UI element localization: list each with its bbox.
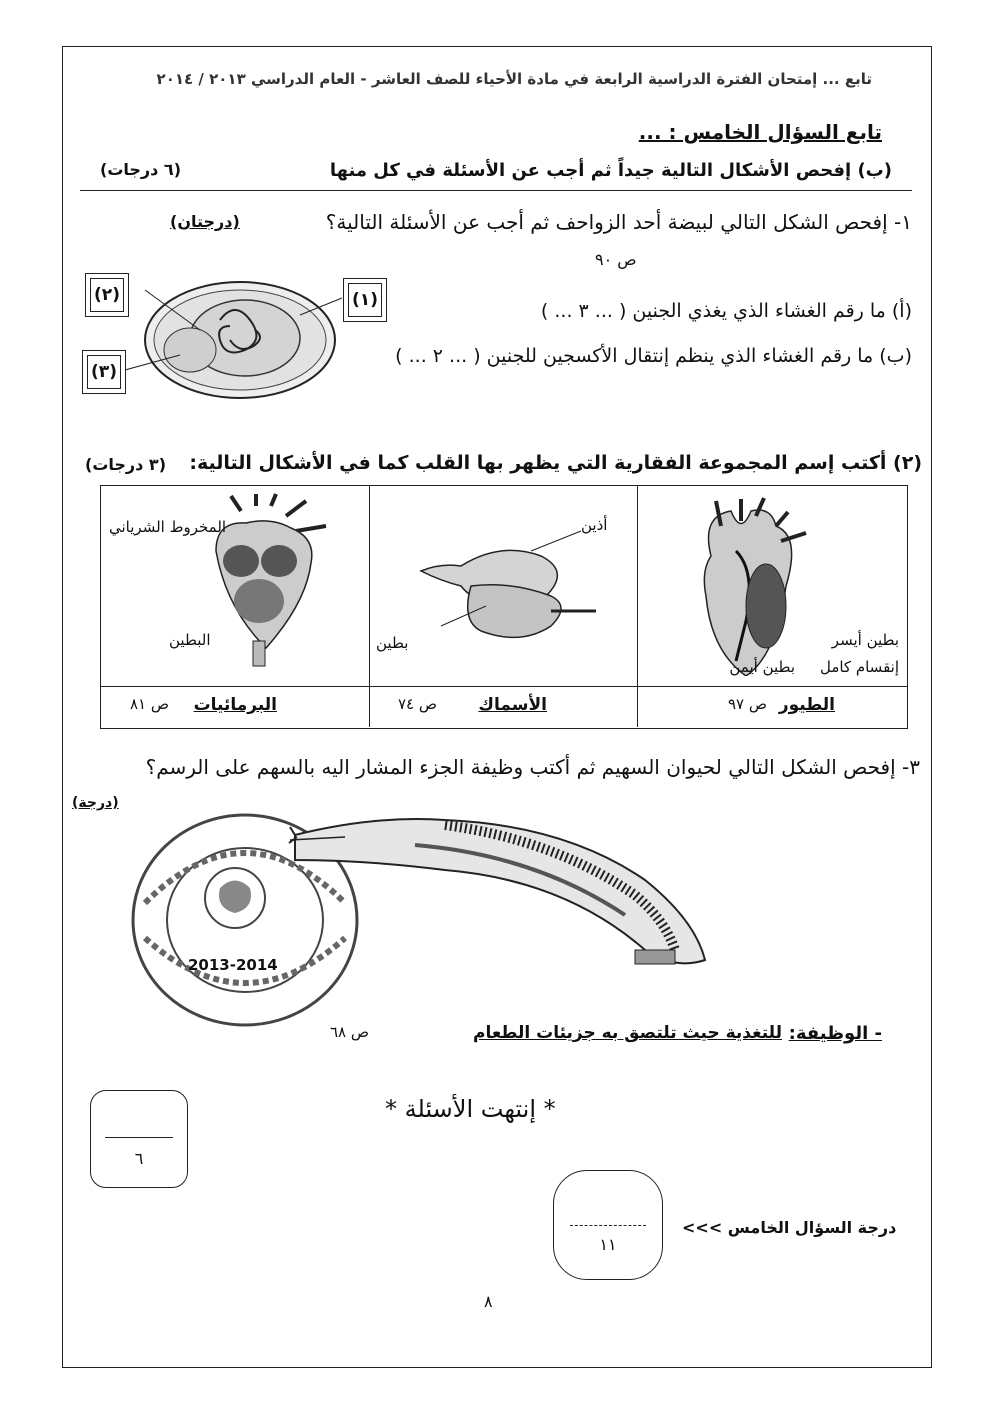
bird-label-right-ventricle: بطين أيمن	[729, 658, 795, 676]
end-of-questions: * إنتهت الأسئلة *	[385, 1095, 556, 1123]
q2-text: (٢) أكتب إسم المجموعة الفقارية التي يظهر بها القلب كما في الأشكال التالية:	[189, 452, 922, 474]
score-box-q5	[553, 1170, 663, 1280]
part-b-marks: (٦ درجات)	[100, 160, 181, 179]
stamp-year: 2013-2014	[188, 956, 278, 974]
amphibian-label-ventricle: البطين	[169, 631, 211, 649]
fish-label-atrium: أذين	[581, 516, 608, 534]
answer-birds: الطيور	[778, 695, 835, 715]
q3-function-label: - الوظيفة:	[788, 1023, 882, 1044]
q1-marks: (درجتان)	[170, 212, 240, 231]
bird-heart-figure	[681, 496, 821, 676]
q3-text: ٣- إفحص الشكل التالي لحيوان السهيم ثم أكتب وظيفة الجزء المشار اليه بالسهم على الرسم؟	[145, 755, 920, 779]
q1-part-b: (ب) ما رقم الغشاء الذي ينظم إنتقال الأكسجين للجنين ( ... ٢ ... )	[395, 345, 912, 367]
answer-fish: الأسماك	[478, 695, 547, 715]
fish-label-ventricle: بطين	[376, 634, 409, 652]
egg-label-3: (٣)	[82, 350, 126, 394]
score-box-left	[90, 1090, 188, 1188]
q1-text: ١- إفحص الشكل التالي لبيضة أحد الزواحف ثم أجب عن الأسئلة التالية؟	[325, 210, 912, 234]
answer-amphibians: البرمائيات	[193, 695, 277, 715]
bird-label-septum: إنقسام كامل	[819, 658, 899, 676]
reptile-egg-diagram	[120, 270, 360, 410]
score-q5-value: ١١	[599, 1235, 617, 1254]
part-b-instruction: (ب) إفحص الأشكال التالية جيداً ثم أجب عن الأسئلة في كل منها	[329, 160, 892, 181]
exam-header: تابع ... إمتحان الفترة الدراسية الرابعة في مادة الأحياء للصف العاشر - العام الدراسي ٢٠١٣ / ٢٠١٤	[156, 70, 872, 88]
page-number: ٨	[484, 1292, 493, 1311]
q3-function-answer: للتغذية حيث تلتصق به جزيئات الطعام	[472, 1023, 782, 1043]
q2-marks: (٣ درجات)	[85, 455, 166, 474]
hearts-table	[100, 485, 908, 729]
q1-page-ref: ص ٩٠	[595, 250, 637, 269]
q1-part-a: (أ) ما رقم الغشاء الذي يغذي الجنين ( ... ٣ ... )	[540, 300, 912, 322]
q3-page-ref: ص ٦٨	[330, 1023, 370, 1041]
section-title: تابع السؤال الخامس : ...	[638, 120, 882, 144]
page-ref-birds: ص ٩٧	[727, 695, 767, 713]
q3-marks: (درجة)	[72, 795, 119, 811]
q5-total-label: درجة السؤال الخامس >>>	[682, 1218, 897, 1237]
amphibian-label-conus: المخروط الشرياني	[109, 518, 227, 536]
divider	[80, 190, 912, 191]
answers-row	[101, 686, 907, 727]
page-ref-amphibians: ص ٨١	[129, 695, 169, 713]
page-ref-fish: ص ٧٤	[397, 695, 437, 713]
fish-heart-figure	[401, 526, 611, 646]
score-left-value: ٦	[134, 1149, 144, 1168]
arrow-worm-figure	[285, 805, 715, 980]
egg-label-2: (٢)	[85, 273, 129, 317]
egg-label-1: (١)	[343, 278, 387, 322]
bird-label-left-ventricle: بطين أيسر	[831, 631, 899, 649]
